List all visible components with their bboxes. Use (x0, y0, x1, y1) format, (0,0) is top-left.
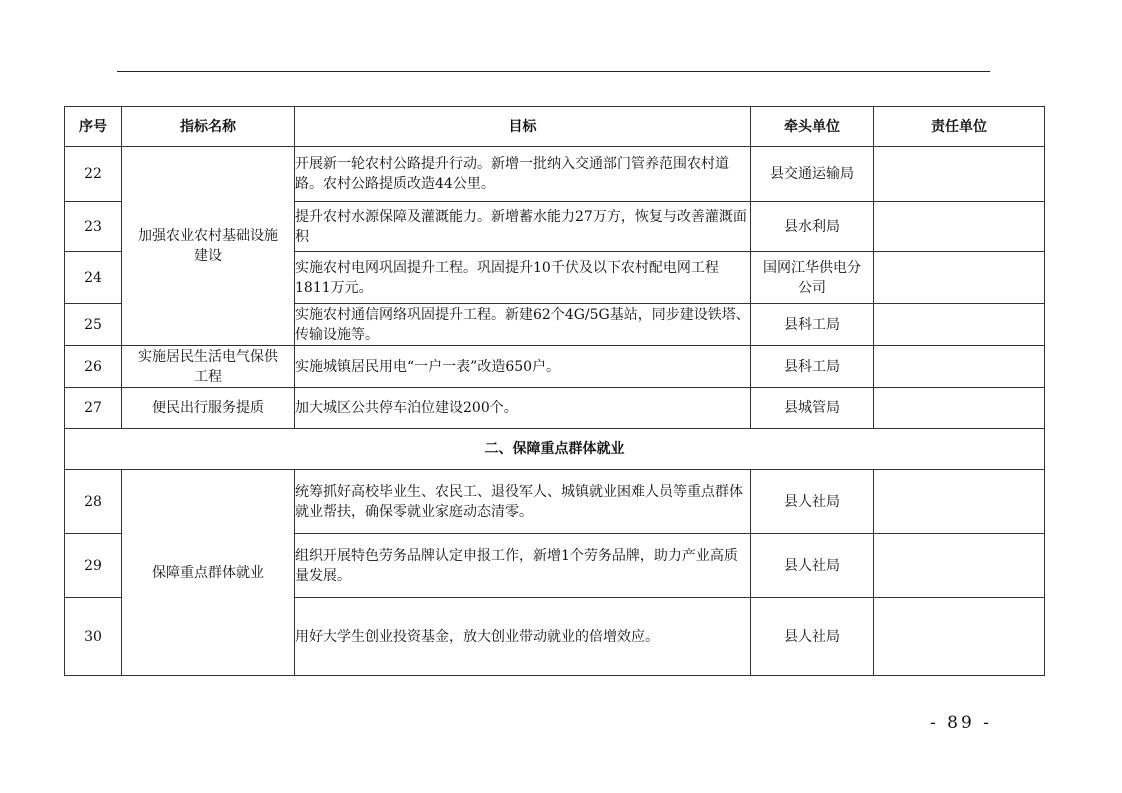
page-number: - 89 - (930, 713, 992, 733)
responsible-unit (874, 534, 1045, 598)
row-number: 24 (65, 252, 122, 304)
indicator-name: 便民出行服务提质 (122, 388, 295, 429)
target-text: 提升农村水源保障及灌溉能力。新增蓄水能力27万方，恢复与改善灌溉面积 (295, 202, 751, 252)
indicator-name: 保障重点群体就业 (122, 470, 295, 676)
target-text: 实施农村电网巩固提升工程。巩固提升10千伏及以下农村配电网工程1811万元。 (295, 252, 751, 304)
target-text: 加大城区公共停车泊位建设200个。 (295, 388, 751, 429)
target-text: 开展新一轮农村公路提升行动。新增一批纳入交通部门管养范围农村道路。农村公路提质改造44公里。 (295, 147, 751, 202)
indicator-table (64, 106, 1045, 676)
col-header-indicator: 指标名称 (122, 107, 295, 147)
responsible-unit (874, 346, 1045, 388)
section-title: 二、保障重点群体就业 (65, 429, 1045, 470)
row-number: 26 (65, 346, 122, 388)
responsible-unit (874, 470, 1045, 534)
lead-unit: 县科工局 (751, 304, 874, 346)
target-text: 实施农村通信网络巩固提升工程。新建62个4G/5G基站，同步建设铁塔、传输设施等。 (295, 304, 751, 346)
row-number: 28 (65, 470, 122, 534)
responsible-unit (874, 147, 1045, 202)
row-number: 29 (65, 534, 122, 598)
lead-unit: 县交通运输局 (751, 147, 874, 202)
target-text: 统筹抓好高校毕业生、农民工、退役军人、城镇就业困难人员等重点群体就业帮扶，确保零就业家庭动态清零。 (295, 470, 751, 534)
responsible-unit (874, 304, 1045, 346)
section-row (65, 429, 1045, 470)
target-text: 组织开展特色劳务品牌认定申报工作，新增1个劳务品牌，助力产业高质量发展。 (295, 534, 751, 598)
lead-unit: 县人社局 (751, 470, 874, 534)
table-header-row (65, 107, 1045, 147)
lead-unit: 县人社局 (751, 534, 874, 598)
row-number: 22 (65, 147, 122, 202)
col-header-no: 序号 (65, 107, 122, 147)
header-rule (117, 71, 990, 72)
lead-unit: 国网江华供电分公司 (751, 252, 874, 304)
table-row (65, 147, 1045, 202)
table-row (65, 346, 1045, 388)
row-number: 30 (65, 598, 122, 676)
indicator-name: 实施居民生活电气保供工程 (122, 346, 295, 388)
col-header-target: 目标 (295, 107, 751, 147)
responsible-unit (874, 202, 1045, 252)
col-header-lead: 牵头单位 (751, 107, 874, 147)
table-row (65, 470, 1045, 534)
indicator-name: 加强农业农村基础设施建设 (122, 147, 295, 346)
row-number: 25 (65, 304, 122, 346)
lead-unit: 县科工局 (751, 346, 874, 388)
target-text: 用好大学生创业投资基金，放大创业带动就业的倍增效应。 (295, 598, 751, 676)
row-number: 23 (65, 202, 122, 252)
lead-unit: 县水利局 (751, 202, 874, 252)
col-header-responsible: 责任单位 (874, 107, 1045, 147)
row-number: 27 (65, 388, 122, 429)
lead-unit: 县城管局 (751, 388, 874, 429)
target-text: 实施城镇居民用电“一户一表”改造650户。 (295, 346, 751, 388)
table-row (65, 388, 1045, 429)
responsible-unit (874, 598, 1045, 676)
responsible-unit (874, 252, 1045, 304)
responsible-unit (874, 388, 1045, 429)
lead-unit: 县人社局 (751, 598, 874, 676)
